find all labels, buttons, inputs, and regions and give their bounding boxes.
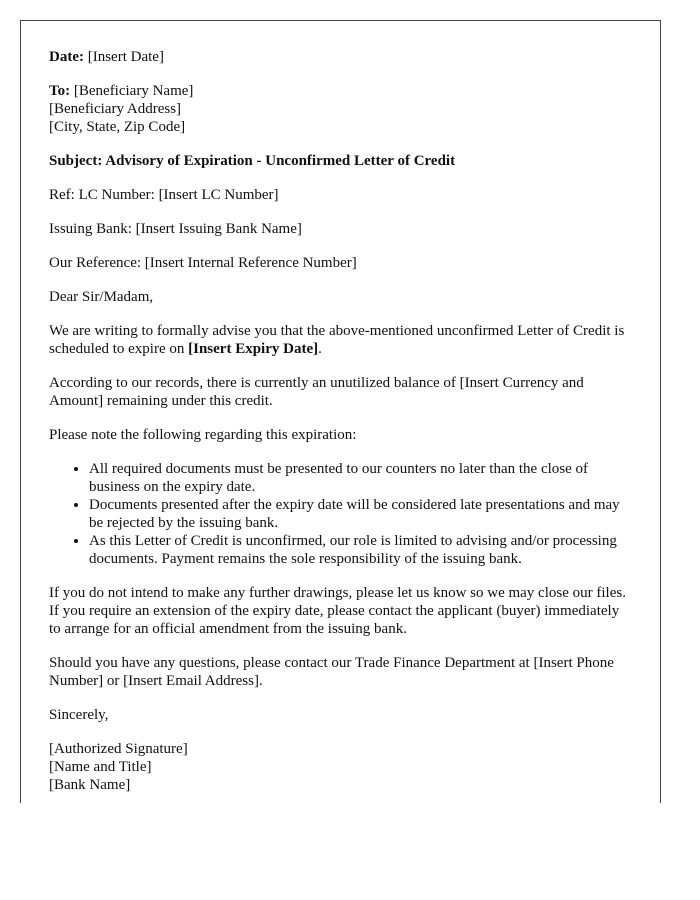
recipient-name: [Beneficiary Name] <box>73 83 194 99</box>
date-label: Date: <box>49 49 84 65</box>
bullet-list <box>49 460 632 568</box>
to-label: To: <box>49 83 71 99</box>
closing: Sincerely, <box>49 707 109 723</box>
signature: [Authorized Signature] <box>49 741 188 757</box>
paragraph-contact: Should you have any questions, please contact our Trade Finance Department at [Insert Phone Number] or [Insert Email Address]. <box>49 655 614 689</box>
paragraph-expiry-end: . <box>318 341 322 357</box>
signer-name-title: [Name and Title] <box>49 759 152 775</box>
subject-text: Subject: Advisory of Expiration - Unconfirmed Letter of Credit <box>49 153 456 169</box>
paragraph-extension: If you do not intend to make any further drawings, please let us know so we may close our files. If you require an extension of the expiry date, please contact the applicant (buyer) immediately to arrange for an official amendment from the issuing bank. <box>49 585 626 637</box>
list-item: • All required documents must be presented to our counters no later than the close of business on the expiry date. <box>89 460 632 496</box>
expiry-date: [Insert Expiry Date] <box>188 341 319 357</box>
date-line <box>49 48 632 66</box>
paragraph-expiry-text: We are writing to formally advise you that the above-mentioned unconfirmed Letter of Credit is scheduled to expire on <box>49 323 625 357</box>
recipient-city: [City, State, Zip Code] <box>49 119 186 135</box>
salutation: Dear Sir/Madam, <box>49 289 154 305</box>
list-item: • As this Letter of Credit is unconfirmed, our role is limited to advising and/or processing documents. Payment remains the sole responsibility of the issuing bank. <box>89 532 632 568</box>
our-reference-line: Our Reference: [Insert Internal Reference Number] <box>49 255 357 271</box>
recipient-address: [Beneficiary Address] <box>49 101 182 117</box>
ref-line: Ref: LC Number: [Insert LC Number] <box>49 187 279 203</box>
paragraph-expiry <box>49 322 632 358</box>
paragraph-balance: According to our records, there is currently an unutilized balance of [Insert Currency and Amount] remaining under this credit. <box>49 375 584 409</box>
paragraph-note: Please note the following regarding this expiration: <box>49 427 357 443</box>
letter <box>20 20 661 803</box>
list-item: • Documents presented after the expiry date will be considered late presentations and may be rejected by the issuing bank. <box>89 496 632 532</box>
subject-line <box>49 152 632 170</box>
issuing-bank-line: Issuing Bank: [Insert Issuing Bank Name] <box>49 221 302 237</box>
date-value: [Insert Date] <box>87 49 164 65</box>
signature-block <box>49 740 632 794</box>
bank-name: [Bank Name] <box>49 777 131 793</box>
recipient-block <box>49 82 632 136</box>
